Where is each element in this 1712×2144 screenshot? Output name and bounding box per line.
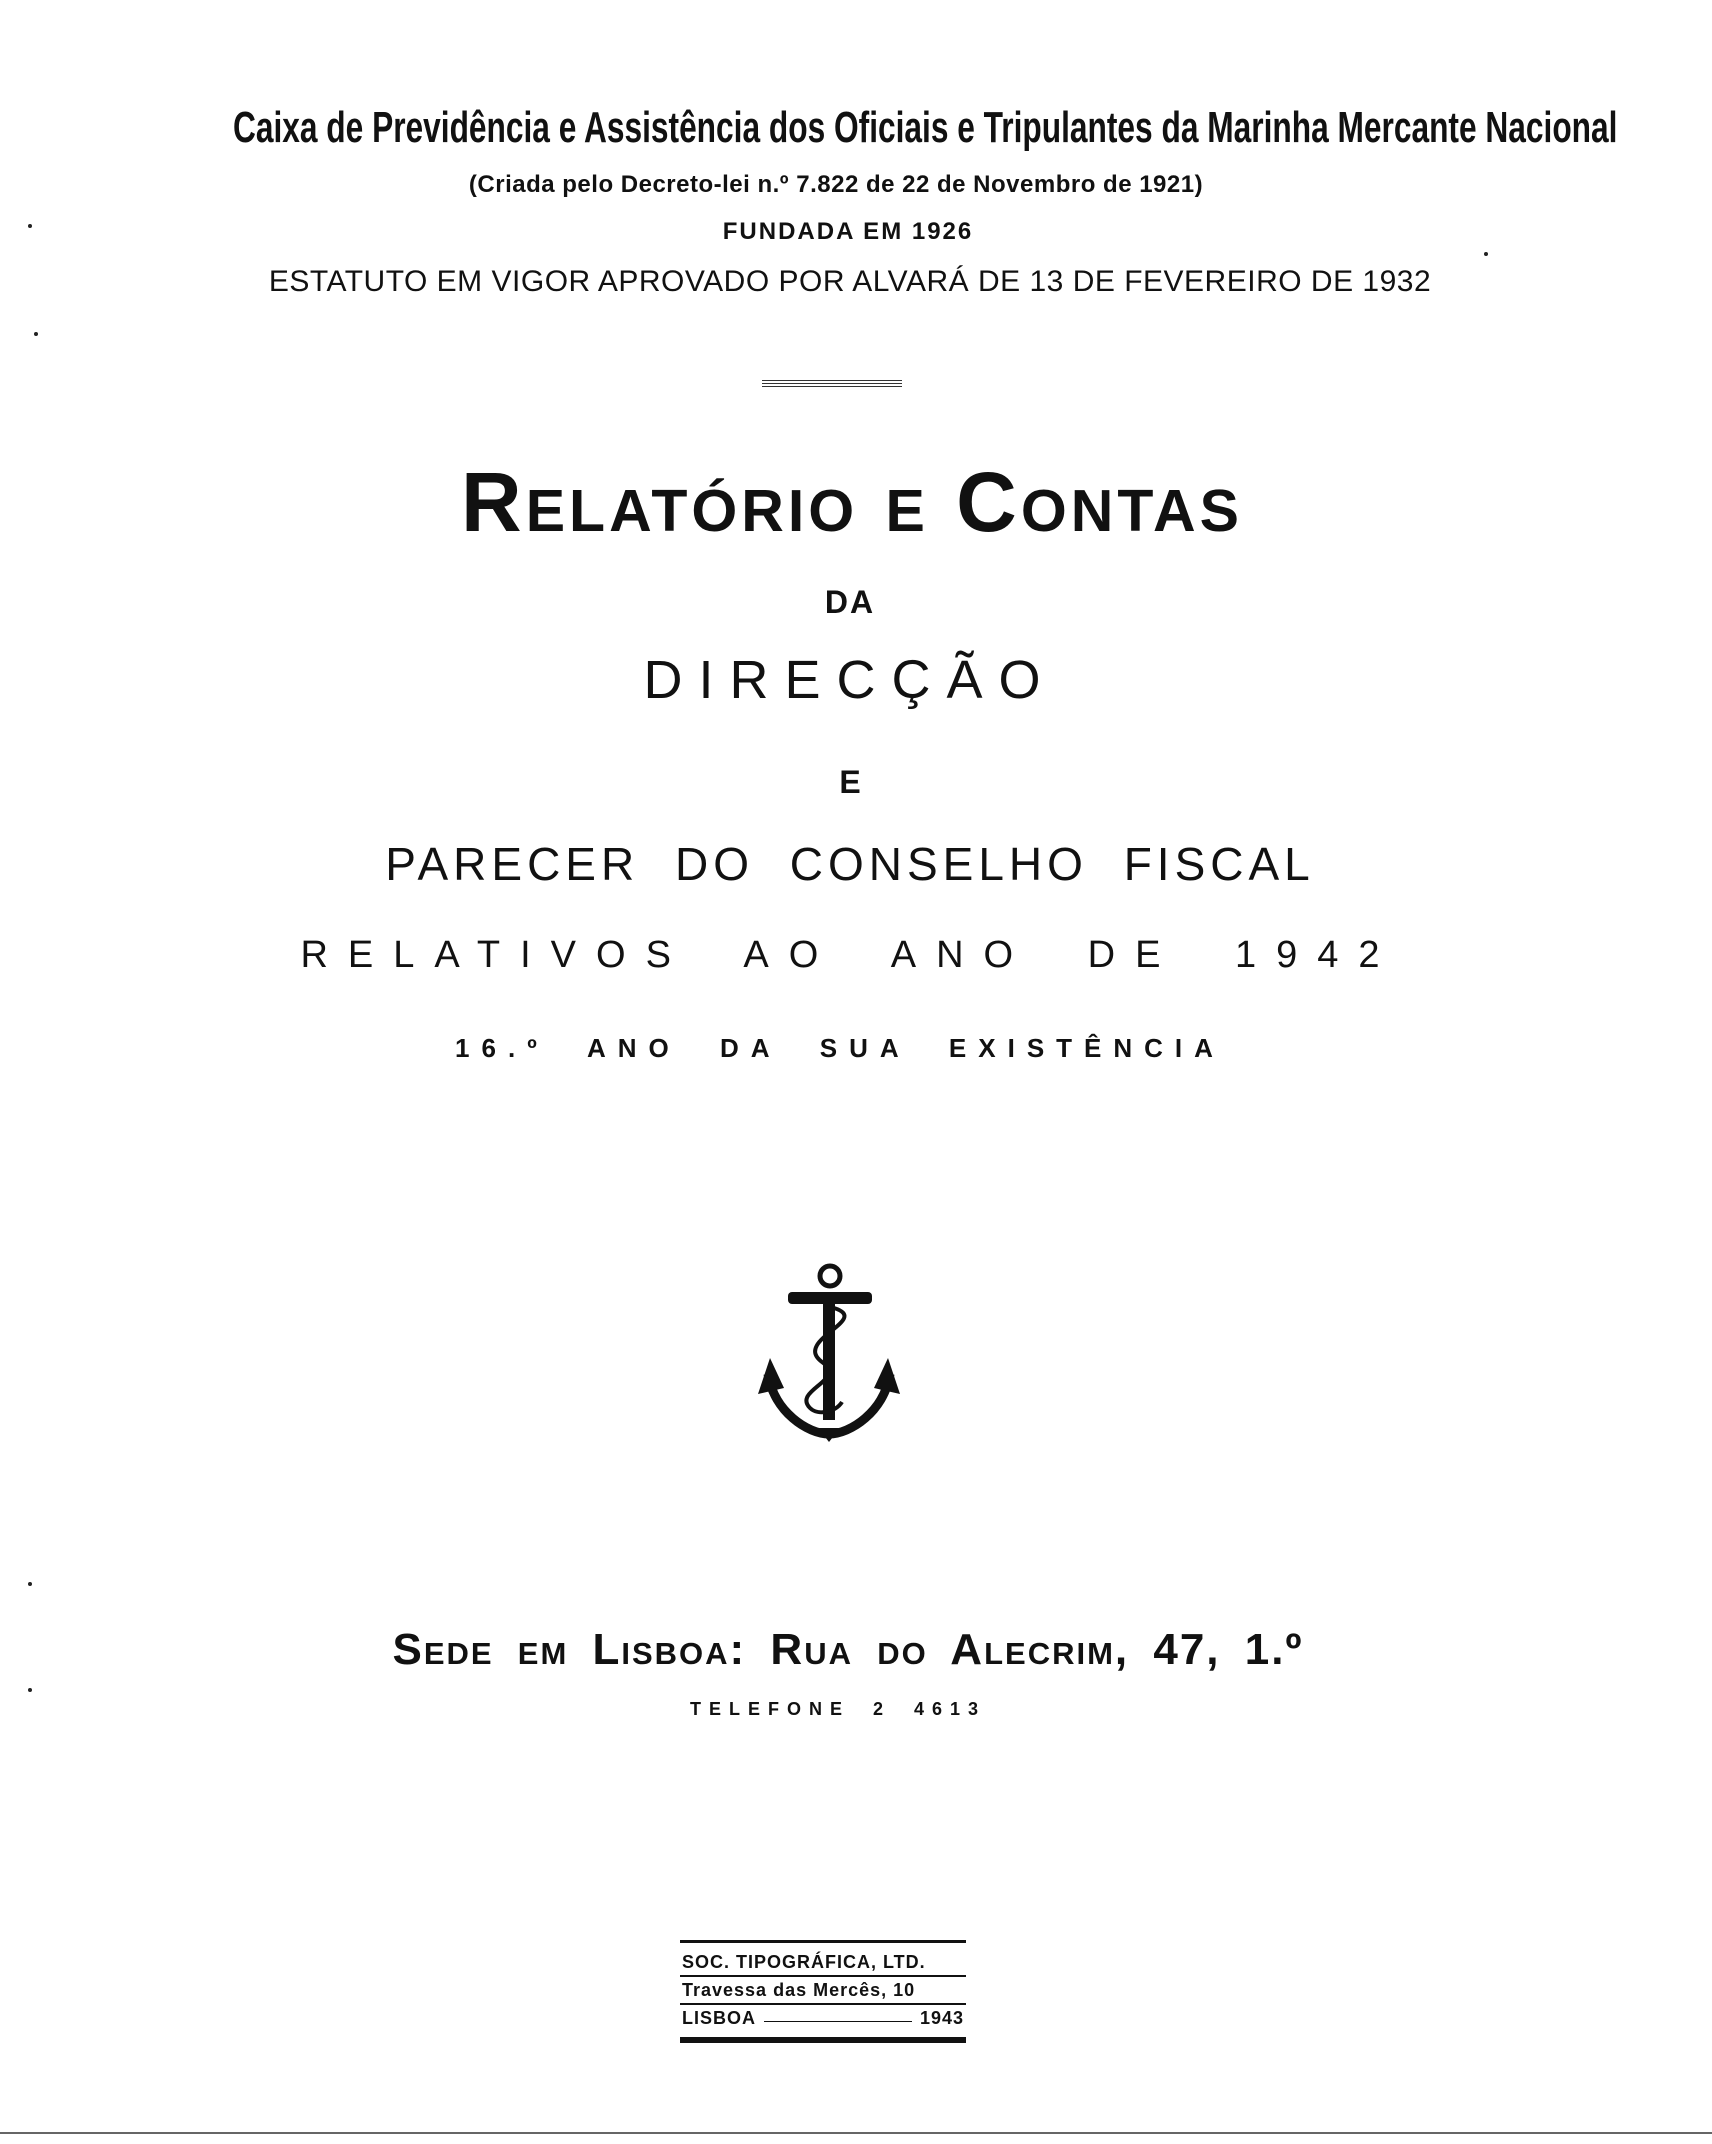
title-parecer: PARECER DO CONSELHO FISCAL [385, 838, 1315, 890]
printer-line-2 [680, 1977, 966, 2005]
founded-year: FUNDADA EM 1926 [722, 218, 974, 245]
ornament-divider [762, 380, 902, 390]
address-telefone: TELEFONE 2 4613 [689, 1699, 987, 1719]
title-relativos: RELATIVOS AO ANO DE 1942 [300, 934, 1400, 976]
title-ano-existencia: 16.º ANO DA SUA EXISTÊNCIA [455, 1033, 1225, 1063]
printer-line-3 [680, 2005, 966, 2031]
scan-speck [1484, 252, 1488, 256]
printer-year: 1943 [919, 2008, 964, 2028]
scan-speck [28, 1688, 32, 1692]
printer-line-1 [680, 1949, 966, 1977]
organization-name: Caixa de Previdência e Assistência dos Oficiais e Tripulantes da Marinha Mercante Nacional [232, 103, 1618, 152]
decree-note: (Criada pelo Decreto-lei n.º 7.822 de 22 de Novembro de 1921) [468, 171, 1204, 198]
scan-speck [28, 1582, 32, 1586]
scan-bottom-edge [0, 2132, 1712, 2134]
title-direccao: DIRECÇÃO [643, 650, 1057, 710]
title-da: DA [824, 584, 876, 620]
printer-imprint [680, 1940, 966, 2043]
statute-note: ESTATUTO EM VIGOR APROVADO POR ALVARÁ DE 13 DE FEVEREIRO DE 1932 [268, 265, 1432, 298]
anchor-icon [752, 1262, 902, 1442]
printer-dash [764, 2006, 912, 2022]
report-title: Relatório e Contas [461, 455, 1243, 549]
title-e: E [839, 764, 861, 800]
scan-speck [34, 332, 38, 336]
scan-speck [28, 224, 32, 228]
printer-name: SOC. TIPOGRÁFICA, LTD. [682, 1952, 926, 1972]
printer-street: Travessa das Mercês, 10 [682, 1980, 916, 2000]
printer-city: LISBOA [682, 2008, 757, 2028]
address-sede: Sede em Lisboa: Rua do Alecrim, 47, 1.º [392, 1625, 1304, 1674]
